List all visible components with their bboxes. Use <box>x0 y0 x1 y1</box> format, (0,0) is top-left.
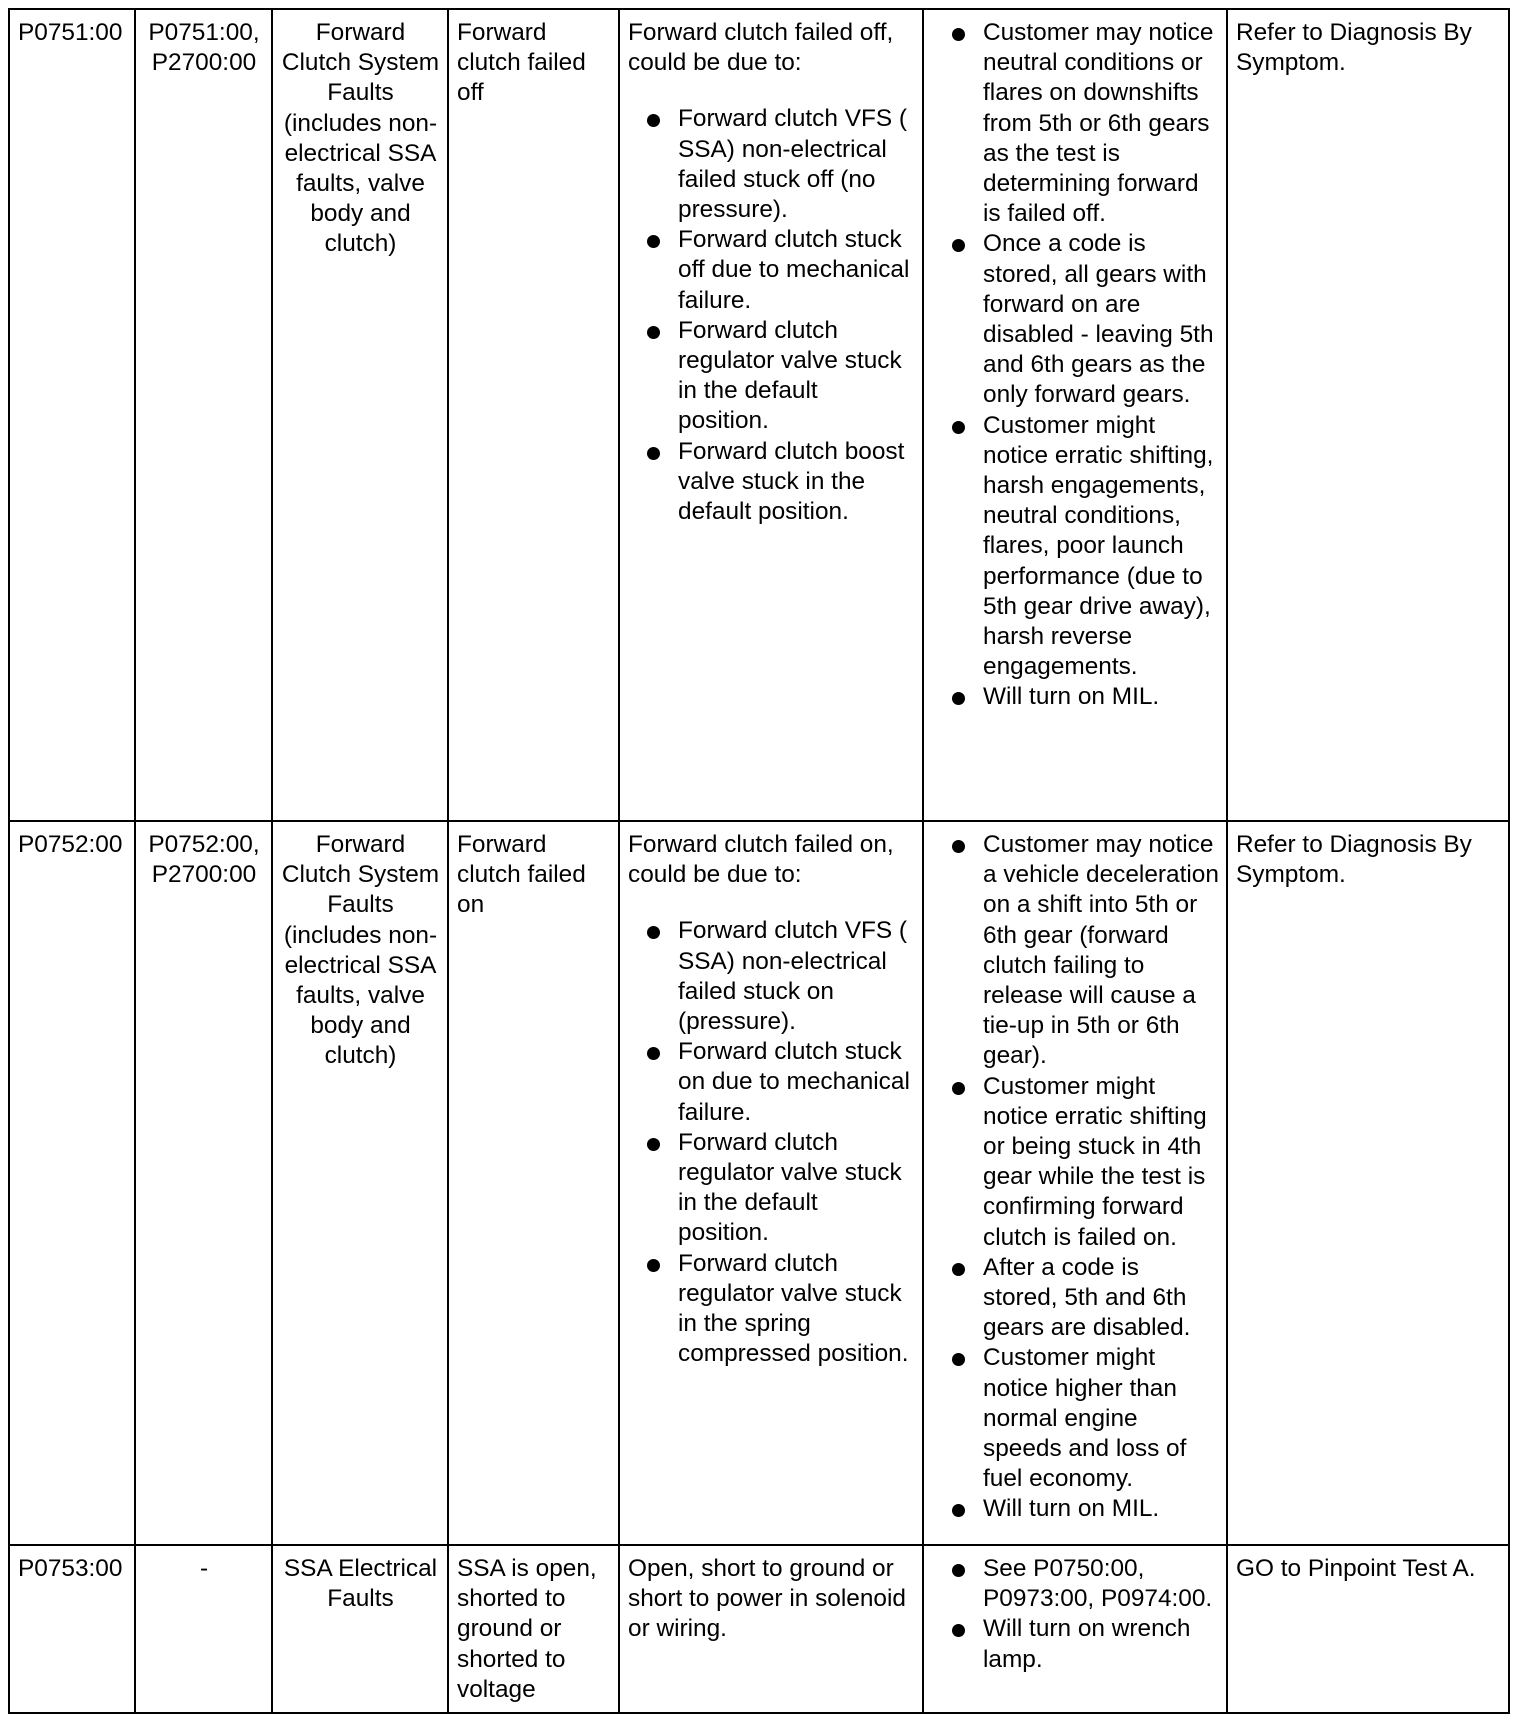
dtc-code-cell: P0753:00 <box>9 1545 135 1713</box>
symptom-list <box>932 18 1219 713</box>
symptoms-cell <box>923 9 1227 821</box>
symptoms-cell <box>923 1545 1227 1713</box>
list-item: Customer may notice neutral conditions or flares on downshifts from 5th or 6th gears as the test is determining forward is failed off. <box>983 18 1219 229</box>
action-cell: Refer to Diagnosis By Symptom. <box>1227 9 1509 821</box>
cause-list <box>628 104 915 527</box>
list-item: Forward clutch regulator valve stuck in the spring compressed position. <box>678 1249 915 1370</box>
list-item: See P0750:00, P0973:00, P0974:00. <box>983 1554 1219 1614</box>
list-item: Will turn on MIL. <box>983 1494 1219 1524</box>
related-codes-cell: P0752:00, P2700:00 <box>135 821 272 1545</box>
system-cell: SSA Electrical Faults <box>272 1545 448 1713</box>
list-item: Once a code is stored, all gears with forward on are disabled - leaving 5th and 6th gears as the only forward gears. <box>983 229 1219 410</box>
list-item: Forward clutch regulator valve stuck in the default position. <box>678 316 915 437</box>
system-cell: Forward Clutch System Faults (includes non-electrical SSA faults, valve body and clutch) <box>272 9 448 821</box>
list-item: Forward clutch VFS ( SSA) non-electrical failed stuck on (pressure). <box>678 916 915 1037</box>
causes-cell <box>619 9 923 821</box>
causes-cell <box>619 821 923 1545</box>
related-codes-cell: P0751:00, P2700:00 <box>135 9 272 821</box>
causes-cell <box>619 1545 923 1713</box>
symptoms-cell <box>923 821 1227 1545</box>
action-cell: GO to Pinpoint Test A. <box>1227 1545 1509 1713</box>
description-cell: Forward clutch failed on <box>448 821 619 1545</box>
list-item: Will turn on wrench lamp. <box>983 1614 1219 1674</box>
table-row <box>9 821 1509 1545</box>
list-item: Customer might notice erratic shifting, harsh engagements, neutral conditions, flares, poor launch performance (due to 5th gear drive away), harsh reverse engagements. <box>983 411 1219 683</box>
table-row <box>9 1545 1509 1713</box>
cause-intro: Open, short to ground or short to power in solenoid or wiring. <box>628 1555 906 1643</box>
list-item: Customer may notice a vehicle deceleration on a shift into 5th or 6th gear (forward clutch failing to release will cause a tie-up in 5th or 6th gear). <box>983 830 1219 1072</box>
system-cell: Forward Clutch System Faults (includes non-electrical SSA faults, valve body and clutch) <box>272 821 448 1545</box>
list-item: Forward clutch stuck off due to mechanical failure. <box>678 225 915 316</box>
list-item: Forward clutch stuck on due to mechanical failure. <box>678 1037 915 1128</box>
table-row <box>9 9 1509 821</box>
cause-intro: Forward clutch failed off, could be due to: <box>628 19 894 77</box>
description-cell: Forward clutch failed off <box>448 9 619 821</box>
symptom-list <box>932 830 1219 1525</box>
cause-list <box>628 916 915 1369</box>
list-item: Will turn on MIL. <box>983 682 1219 712</box>
dtc-table <box>8 8 1510 1714</box>
related-codes-cell: - <box>135 1545 272 1713</box>
symptom-list <box>932 1554 1219 1675</box>
list-item: Forward clutch boost valve stuck in the default position. <box>678 437 915 528</box>
list-item: Customer might notice higher than normal engine speeds and loss of fuel economy. <box>983 1343 1219 1494</box>
list-item: Forward clutch regulator valve stuck in the default position. <box>678 1128 915 1249</box>
list-item: Forward clutch VFS ( SSA) non-electrical failed stuck off (no pressure). <box>678 104 915 225</box>
action-cell: Refer to Diagnosis By Symptom. <box>1227 821 1509 1545</box>
list-item: Customer might notice erratic shifting or being stuck in 4th gear while the test is confirming forward clutch is failed on. <box>983 1072 1219 1253</box>
list-item: After a code is stored, 5th and 6th gears are disabled. <box>983 1253 1219 1344</box>
cause-intro: Forward clutch failed on, could be due to: <box>628 831 894 889</box>
description-cell: SSA is open, shorted to ground or shorted to voltage <box>448 1545 619 1713</box>
dtc-code-cell: P0751:00 <box>9 9 135 821</box>
dtc-code-cell: P0752:00 <box>9 821 135 1545</box>
